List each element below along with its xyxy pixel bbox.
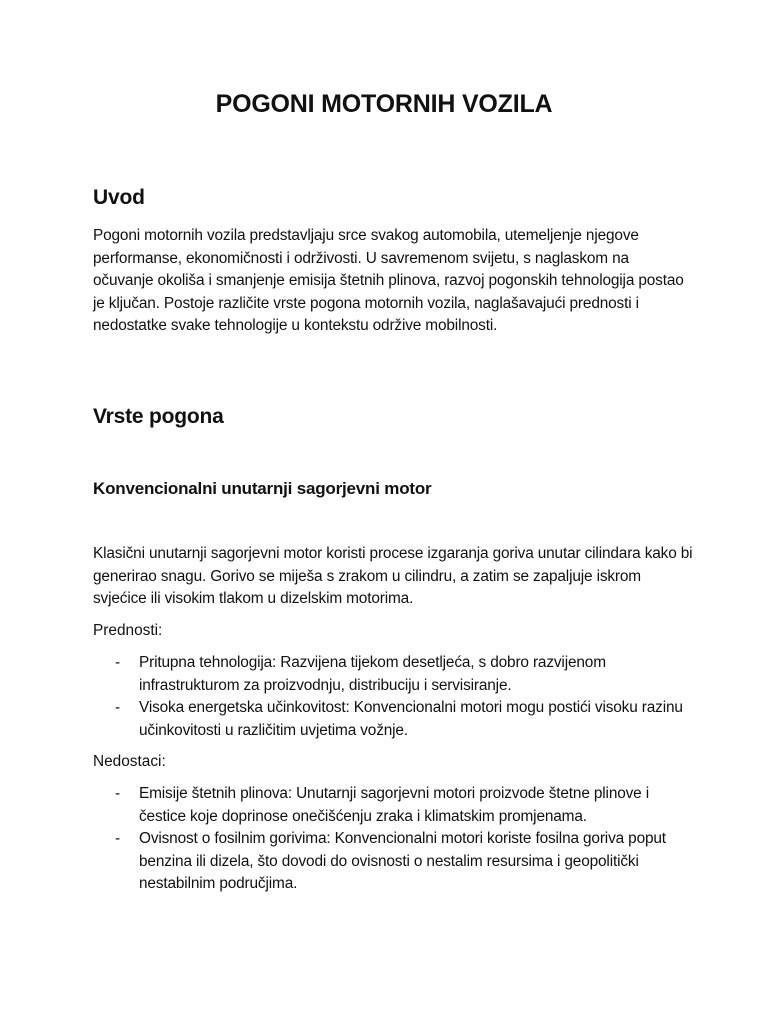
subsection-paragraph: Klasični unutarnji sagorjevni motor koristi procese izgaranja goriva unutar cilindara kako bi generirao snagu. Gorivo se miješa s zrakom u cilindru, a zatim se zapaljuje iskrom svjećice ili visokim tlakom u dizelskim motorima. <box>93 545 693 608</box>
list-item <box>115 652 690 697</box>
bullet-dash: - <box>115 830 120 848</box>
bullet-dash: - <box>115 785 120 802</box>
disadvantages-list <box>115 783 690 896</box>
intro-paragraph: Pogoni motornih vozila predstavljaju srce svakog automobila, utemeljenje njegove performanse, ekonomičnosti i održivosti. U savremenom svijetu, s naglaskom na očuvanje okoliša i smanjenje emisija štetnih plinova, razvoj pogonskih tehnologija postao je ključan. Postoje različite vrste pogona motornih vozila, naglašavajući prednosti i nedostatke svake tehnologije u kontekstu održive mobilnosti. <box>93 227 684 335</box>
list-item-text: Visoka energetska učinkovitost: Konvencionalni motori mogu postići visoku razinu učinkovitosti u različitim uvjetima vožnje. <box>139 699 683 739</box>
advantages-list <box>115 652 690 742</box>
list-item <box>115 697 690 742</box>
bullet-dash: - <box>115 699 120 717</box>
disadvantages-label: Nedostaci: <box>93 753 166 770</box>
document-title: POGONI MOTORNIH VOZILA <box>215 90 553 118</box>
section-heading-uvod: Uvod <box>93 186 145 209</box>
bullet-dash: - <box>115 654 120 671</box>
list-item-text: Ovisnost o fosilnim gorivima: Konvencionalni motori koriste fosilna goriva poput benzina ili dizela, što dovodi do ovisnosti o nestalim resursima i geopolitički nestabilnim područjima. <box>139 830 666 893</box>
list-item <box>115 828 690 896</box>
advantages-label: Prednosti: <box>93 622 163 639</box>
subsection-heading: Konvencionalni unutarnji sagorjevni motor <box>93 479 432 498</box>
list-item-text: Pritupna tehnologija: Razvijena tijekom desetljeća, s dobro razvijenom infrastrukturom za proizvodnju, distribuciju i servisiranje. <box>139 654 606 694</box>
list-item-text: Emisije štetnih plinova: Unutarnji sagorjevni motori proizvode štetne plinove i čestice koje doprinose onečišćenju zraka i klimatskim promjenama. <box>139 785 649 825</box>
list-item <box>115 783 690 828</box>
section-heading-vrste-pogona: Vrste pogona <box>93 405 224 428</box>
